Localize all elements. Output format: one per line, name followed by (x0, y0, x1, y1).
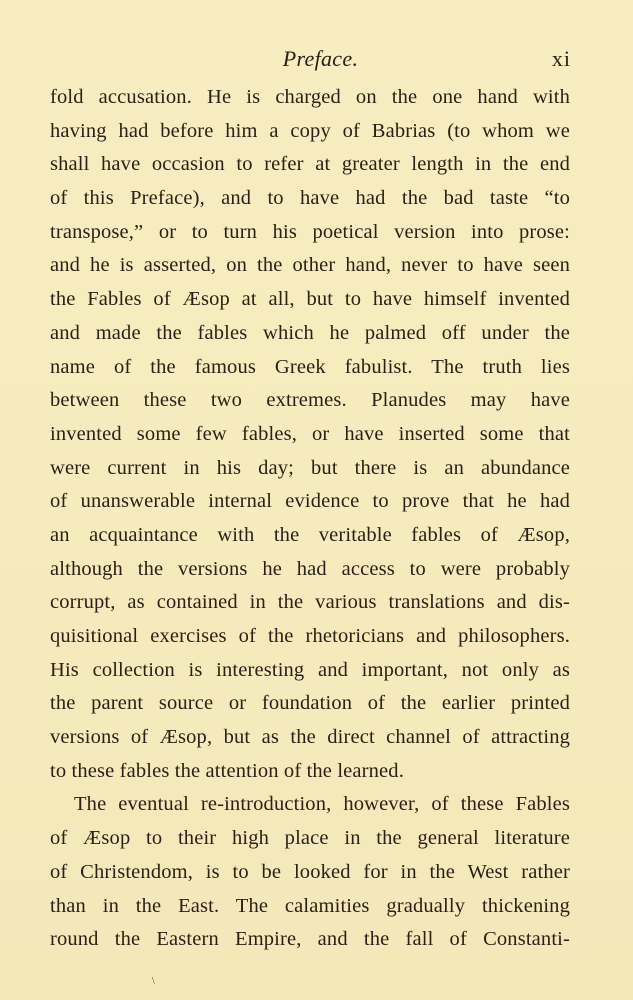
text-line: between these two extremes. Planudes may have (50, 389, 570, 412)
text-line: round the Eastern Empire, and the fall of Constanti- (50, 928, 570, 951)
body-text (50, 81, 570, 957)
paragraph-end-line: to these fables the attention of the learned. (50, 759, 404, 782)
text-line: name of the famous Greek fabulist. The truth lies (50, 355, 570, 378)
page-number: xi (551, 46, 571, 71)
page-header (0, 44, 633, 74)
text-line: His collection is interesting and important, not only as (50, 658, 570, 681)
text-line: corrupt, as contained in the various translations and dis- (50, 591, 570, 614)
text-line: having had before him a copy of Babrias (to whom we (50, 119, 570, 142)
text-line: quisitional exercises of the rhetoricians and philosophers. (50, 625, 570, 647)
text-line: of this Preface), and to have had the bad taste “to (50, 187, 570, 210)
text-line: the parent source or foundation of the earlier printed (50, 692, 570, 715)
text-line: than in the East. The calamities gradually thickening (50, 894, 570, 917)
text-line: an acquaintance with the veritable fables of Æsop, (50, 523, 570, 546)
text-line: were current in his day; but there is an abundance (50, 456, 570, 479)
text-line: fold accusation. He is charged on the one hand with (50, 86, 570, 108)
text-line: although the versions he had access to were probably (50, 557, 570, 580)
text-line: transpose,” or to turn his poetical version into prose: (50, 220, 570, 243)
text-line: of Christendom, is to be looked for in the West rather (50, 860, 570, 883)
text-line: invented some few fables, or have inserted some that (50, 422, 570, 445)
paragraph-start-line: The eventual re-introduction, however, of these Fables (74, 793, 570, 816)
text-line: of unanswerable internal evidence to prove that he had (50, 490, 570, 513)
running-title: Preface. (282, 46, 359, 71)
printer-mark: \ (152, 976, 155, 987)
text-line: of Æsop to their high place in the general literature (50, 827, 570, 850)
text-line: shall have occasion to refer at greater length in the end (50, 153, 570, 176)
text-line: and he is asserted, on the other hand, never to have seen (50, 254, 570, 277)
text-line: the Fables of Æsop at all, but to have himself invented (50, 288, 570, 311)
text-line: and made the fables which he palmed off under the (50, 321, 570, 344)
text-line: versions of Æsop, but as the direct channel of attracting (50, 726, 570, 749)
